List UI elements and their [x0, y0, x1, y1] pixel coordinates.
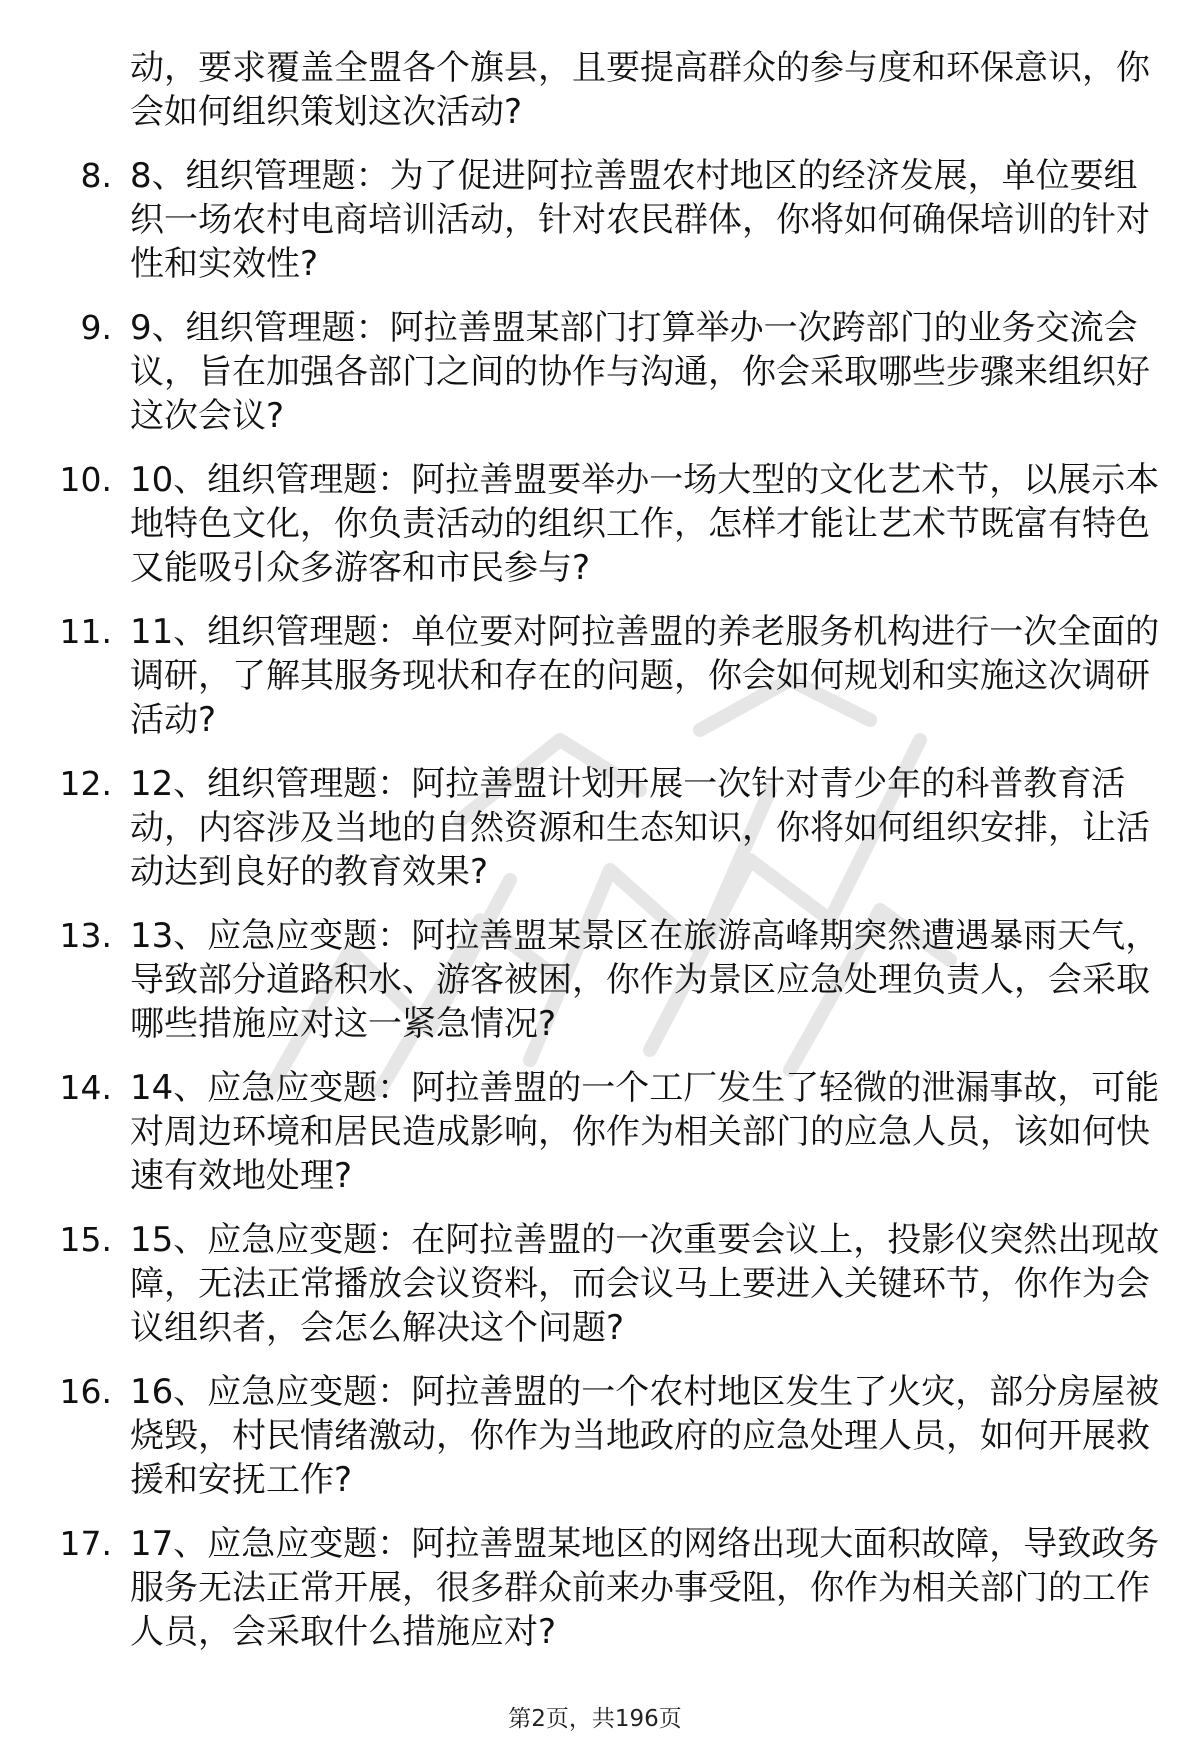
item-number: 13.	[59, 916, 112, 955]
question-text: 13、应急应变题：阿拉善盟某景区在旅游高峰期突然遭遇暴雨天气，导致部分道路积水、游客被困，你作为景区应急处理负责人，会采取哪些措施应对这一紧急情况?	[130, 916, 1160, 1044]
question-list	[0, 46, 1190, 1674]
item-number: 14.	[59, 1068, 112, 1107]
list-item	[0, 1522, 1190, 1654]
list-item	[0, 610, 1190, 742]
item-number: 10.	[59, 460, 112, 499]
question-text: 11、组织管理题：单位要对阿拉善盟的养老服务机构进行一次全面的调研，了解其服务现状和存在的问题，你会如何规划和实施这次调研活动?	[130, 612, 1160, 740]
list-item	[0, 458, 1190, 590]
item-number: 11.	[59, 612, 112, 651]
list-item	[0, 1066, 1190, 1198]
list-item	[0, 1370, 1190, 1502]
question-text: 17、应急应变题：阿拉善盟某地区的网络出现大面积故障，导致政务服务无法正常开展，很多群众前来办事受阻，你作为相关部门的工作人员，会采取什么措施应对?	[130, 1524, 1160, 1652]
question-text: 14、应急应变题：阿拉善盟的一个工厂发生了轻微的泄漏事故，可能对周边环境和居民造成影响，你作为相关部门的应急人员，该如何快速有效地处理?	[130, 1068, 1160, 1196]
list-item	[0, 914, 1190, 1046]
item-number: 9.	[80, 308, 112, 347]
list-item	[0, 762, 1190, 894]
question-text: 10、组织管理题：阿拉善盟要举办一场大型的文化艺术节，以展示本地特色文化，你负责活动的组织工作，怎样才能让艺术节既富有特色又能吸引众多游客和市民参与?	[130, 460, 1160, 588]
list-item	[0, 1218, 1190, 1350]
question-text: 15、应急应变题：在阿拉善盟的一次重要会议上，投影仪突然出现故障，无法正常播放会议资料，而会议马上要进入关键环节，你作为会议组织者，会怎么解决这个问题?	[130, 1220, 1160, 1348]
list-item	[0, 154, 1190, 286]
continued-question-text: 动，要求覆盖全盟各个旗县，且要提高群众的参与度和环保意识，你会如何组织策划这次活动?	[130, 48, 1150, 132]
item-number: 12.	[59, 764, 112, 803]
page-number: 第2页，共196页	[508, 1706, 682, 1732]
question-text: 8、组织管理题：为了促进阿拉善盟农村地区的经济发展，单位要组织一场农村电商培训活动，针对农民群体，你将如何确保培训的针对性和实效性?	[130, 156, 1150, 284]
question-text: 12、组织管理题：阿拉善盟计划开展一次针对青少年的科普教育活动，内容涉及当地的自然资源和生态知识，你将如何组织安排，让活动达到良好的教育效果?	[130, 764, 1150, 892]
item-number: 15.	[59, 1220, 112, 1259]
item-number: 16.	[59, 1372, 112, 1411]
question-text: 9、组织管理题：阿拉善盟某部门打算举办一次跨部门的业务交流会议，旨在加强各部门之间的协作与沟通，你会采取哪些步骤来组织好这次会议?	[130, 308, 1150, 436]
item-number: 17.	[59, 1524, 112, 1563]
list-item	[0, 306, 1190, 438]
item-number: 8.	[80, 156, 112, 195]
question-text: 16、应急应变题：阿拉善盟的一个农村地区发生了火灾，部分房屋被烧毁，村民情绪激动，你作为当地政府的应急处理人员，如何开展救援和安抚工作?	[130, 1372, 1160, 1500]
